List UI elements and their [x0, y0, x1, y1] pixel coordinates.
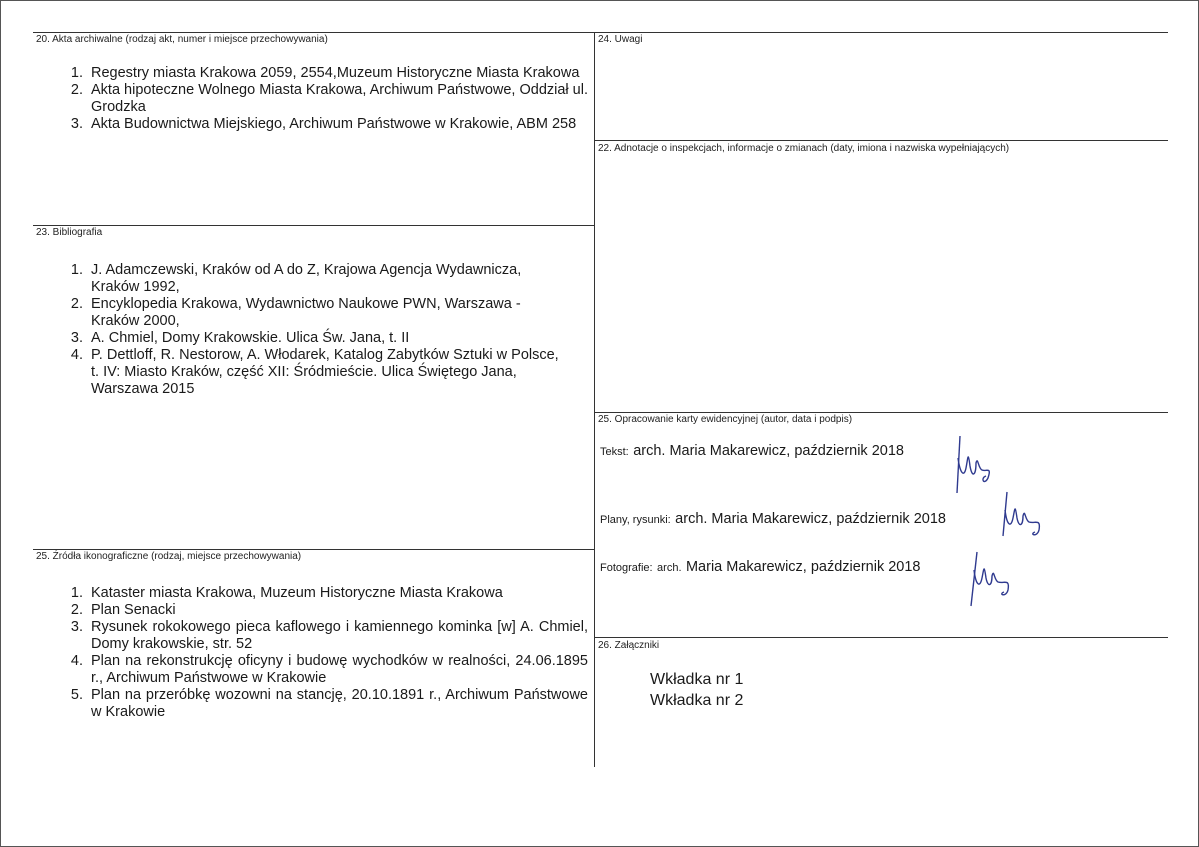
section-25-iconographic-label: 25. Źródła ikonograficzne (rodzaj, miejsce przechowywania) [36, 551, 302, 562]
text-author-line [600, 442, 904, 460]
attachment-1: Wkładka nr 1 [650, 671, 744, 688]
plans-author-value: arch. Maria Makarewicz, październik 2018 [675, 511, 946, 527]
signature-3 [965, 548, 1025, 608]
text-author-prefix: Tekst: [600, 446, 629, 458]
photo-author-value: Maria Makarewicz, październik 2018 [685, 559, 921, 575]
section-25-card-label: 25. Opracowanie karty ewidencyjnej (autor, data i podpis) [598, 414, 853, 425]
list-item: 5. Plan na przeróbkę wozowni na stancję, 20.10.1891 r., Archiwum Państwowe w Krakowie [87, 687, 588, 721]
section-26-label: 26. Załączniki [598, 640, 660, 651]
list-item: 1. Kataster miasta Krakowa, Muzeum Historyczne Miasta Krakowa [87, 585, 588, 602]
attachment-2: Wkładka nr 2 [650, 692, 744, 709]
list-item: 4. Plan na rekonstrukcję oficyny i budowę wychodków w realności, 24.06.1895 r., Archiwum Państwowe w Krakowie [87, 653, 588, 687]
rule-23 [33, 225, 594, 226]
photo-author-line [600, 558, 920, 576]
list-item: 4. P. Dettloff, R. Nestorow, A. Włodarek, Katalog Zabytków Sztuki w Polsce, t. IV: Miasto Kraków, część XII: Śródmieście. Ulica Świętego Jana, Warszawa 2015 [87, 347, 562, 398]
plans-author-prefix: Plany, rysunki: [600, 514, 671, 526]
rule-25a [33, 549, 594, 550]
list-item: 1. Regestry miasta Krakowa 2059, 2554,Muzeum Historyczne Miasta Krakowa [87, 65, 588, 82]
iconographic-sources-list [37, 585, 588, 721]
section-20-label: 20. Akta archiwalne (rodzaj akt, numer i miejsce przechowywania) [36, 34, 328, 45]
rule-26 [594, 637, 1168, 638]
archival-records-list [37, 65, 588, 133]
section-24-label: 24. Uwagi [598, 34, 643, 45]
column-divider [594, 32, 595, 767]
rule-25b [594, 412, 1168, 413]
section-23-label: 23. Bibliografia [36, 227, 103, 238]
section-22-label: 22. Adnotacje o inspekcjach, informacje o zmianach (daty, imiona i nazwiska wypełniających) [598, 143, 1010, 154]
bibliography-list [37, 262, 562, 398]
list-item: 3. Akta Budownictwa Miejskiego, Archiwum Państwowe w Krakowie, ABM 258 [87, 116, 588, 133]
photo-author-title: arch. [657, 562, 682, 574]
signature-2 [995, 488, 1055, 548]
list-item: 2. Akta hipoteczne Wolnego Miasta Krakowa, Archiwum Państwowe, Oddział ul. Grodzka [87, 82, 588, 116]
list-item: 2. Encyklopedia Krakowa, Wydawnictwo Naukowe PWN, Warszawa - Kraków 2000, [87, 296, 562, 330]
list-item: 3. Rysunek rokokowego pieca kaflowego i kamiennego kominka [w] A. Chmiel, Domy krakowskie, str. 52 [87, 619, 588, 653]
top-rule [33, 32, 1168, 33]
list-item: 2. Plan Senacki [87, 602, 588, 619]
text-author-value: arch. Maria Makarewicz, październik 2018 [633, 443, 904, 459]
list-item: 1. J. Adamczewski, Kraków od A do Z, Krajowa Agencja Wydawnicza, Kraków 1992, [87, 262, 562, 296]
photo-author-prefix: Fotografie: [600, 562, 653, 574]
list-item: 3. A. Chmiel, Domy Krakowskie. Ulica Św. Jana, t. II [87, 330, 562, 347]
rule-22 [594, 140, 1168, 141]
plans-author-line [600, 510, 946, 528]
